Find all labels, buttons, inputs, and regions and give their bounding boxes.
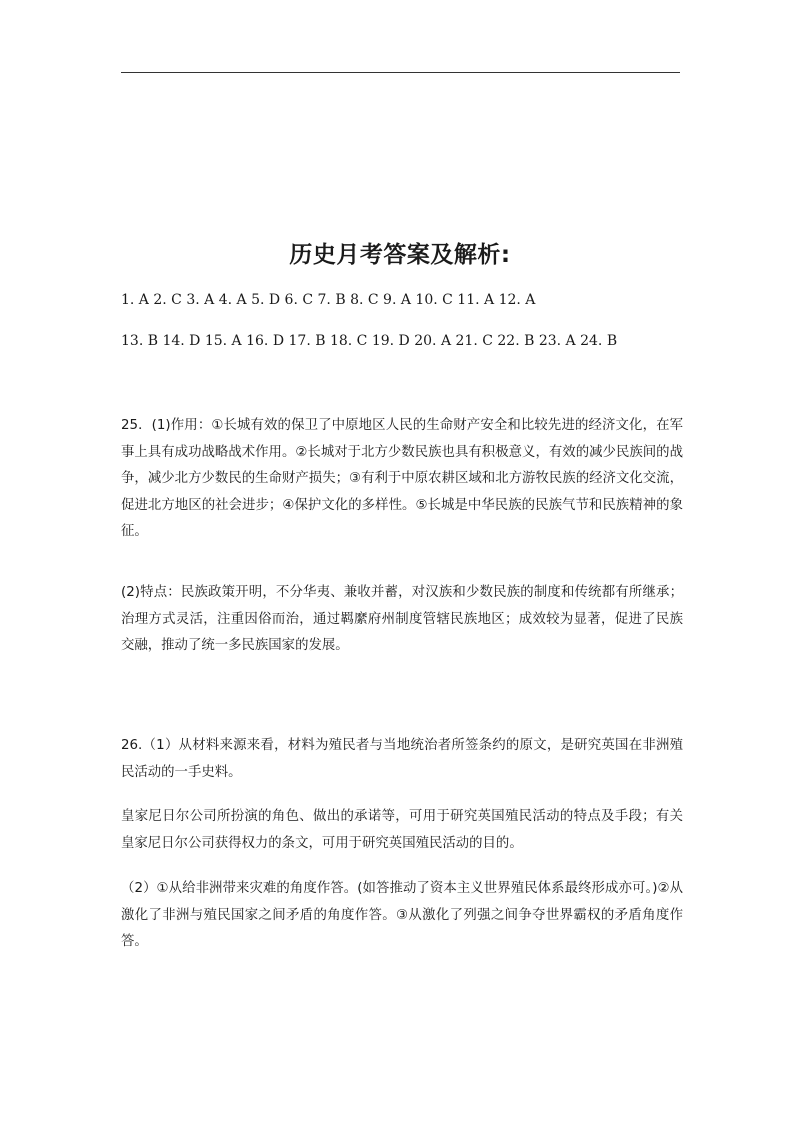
question-25-part-2: (2)特点：民族政策开明，不分华夷、兼收并蓄，对汉族和少数民族的制度和传统都有所继承；治理方式灵活，注重因俗而治，通过羁縻府州制度管辖民族地区；成效较为显著，促进了民族交融，推动了统一多民族国家的发展。 (121, 585, 683, 654)
question-26-part-1-continued: 皇家尼日尔公司所扮演的角色、做出的承诺等，可用于研究英国殖民活动的特点及手段；有关皇家尼日尔公司获得权力的条文，可用于研究英国殖民活动的目的。 (121, 809, 683, 851)
header-rule (121, 72, 680, 73)
page-title: 历史月考答案及解析: (289, 242, 511, 268)
answer-key-row-1: 1. A 2. C 3. A 4. A 5. D 6. C 7. B 8. C 9. A 10. C 11. A 12. A (121, 292, 536, 308)
question-26-part-1: 26.（1）从材料来源来看，材料为殖民者与当地统治者所签条约的原文，是研究英国在非洲殖民活动的一手史料。 (121, 738, 683, 780)
answer-key-row-2: 13. B 14. D 15. A 16. D 17. B 18. C 19. D 20. A 21. C 22. B 23. A 24. B (121, 333, 618, 349)
question-26-part-2: （2）①从给非洲带来灾难的角度作答。(如答推动了资本主义世界殖民体系最终形成亦可。)②从激化了非洲与殖民国家之间矛盾的角度作答。③从激化了列强之间争夺世界霸权的矛盾角度作答。 (121, 881, 683, 950)
question-25-part-1: 25．(1)作用：①长城有效的保卫了中原地区人民的生命财产安全和比较先进的经济文化，在军事上具有成功战略战术作用。②长城对于北方少数民族也具有积极意义，有效的减少民族间的战争，减少北方少数民的生命财产损失；③有利于中原农耕区域和北方游牧民族的经济文化交流，促进北方地区的社会进步；④保护文化的多样性。⑤长城是中华民族的民族气节和民族精神的象征。 (121, 418, 683, 540)
